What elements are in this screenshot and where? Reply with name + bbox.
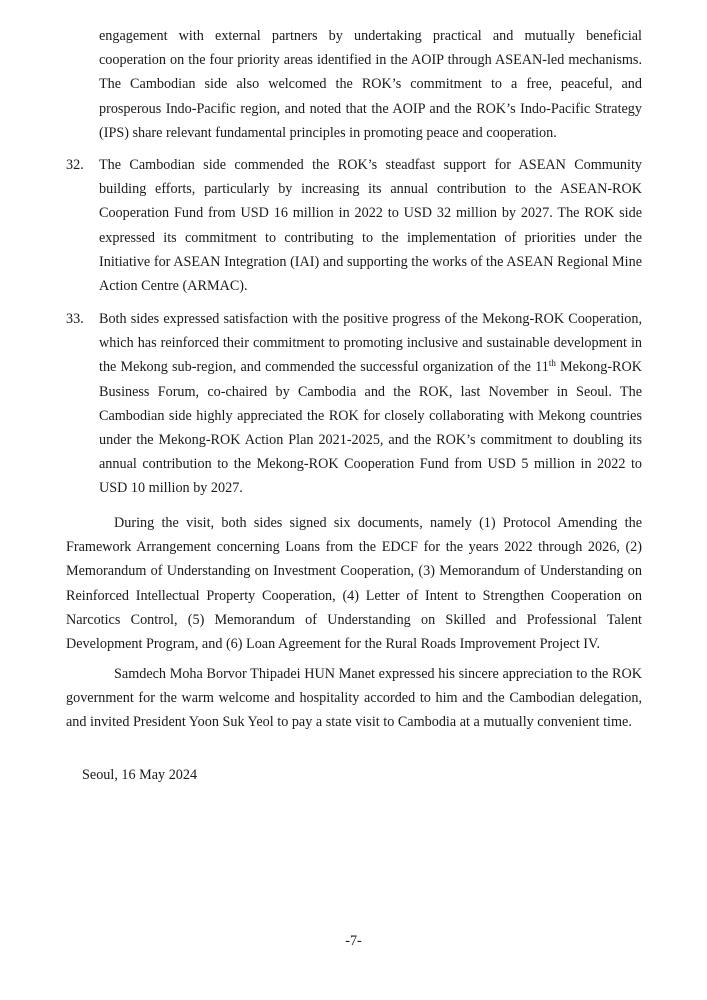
item-number-32: 32. [66,157,84,173]
item-number-33: 33. [66,311,84,327]
closing-paragraph: Samdech Moha Borvor Thipadei HUN Manet expressed his sincere appreciation to the ROK government for the warm welcome and hospitality accorded to him and the Cambodian delegation, and invited President Yoon Suk Yeol to pay a state visit to Cambodia at a mutually convenient time. [66,666,642,731]
paragraph-33-text-after: Mekong-ROK Business Forum, co-chaired by Cambodia and the ROK, last November in Seoul. The Cambodian side highly appreciated the ROK for closely collaborating with Mekong countries under the Mekong-ROK Action Plan 2021-2025, and the ROK’s commitment to doubling its annual contribution to the Mekong-ROK Cooperation Fund from USD 5 million in 2022 to USD 10 million by 2027. [99,359,642,497]
ordinal-superscript: th [548,358,556,369]
page-number: -7- [345,933,362,949]
paragraph-31-continuation: engagement with external partners by undertaking practical and mutually beneficial cooperation on the four priority areas identified in the AOIP through ASEAN-led mechanisms. The Cambodian side also welcomed the ROK’s commitment to a free, peaceful, and prosperous Indo-Pacific region, and noted that the AOIP and the ROK’s Indo-Pacific Strategy (IPS) share relevant fundamental principles in promoting peace and cooperation. [99,28,642,141]
paragraph-33-text-before: Both sides expressed satisfaction with the positive progress of the Mekong-ROK Cooperation, which has reinforced their commitment to promoting inclusive and sustainable development in the Mekong sub-region, and commended the successful organization of the 11 [99,311,642,376]
signed-documents-paragraph: During the visit, both sides signed six documents, namely (1) Protocol Amending the Framework Arrangement concerning Loans from the EDCF for the years 2022 through 2026, (2) Memorandum of Understanding on Investment Cooperation, (3) Memorandum of Understanding on Reinforced Intellectual Property Cooperation, (4) Letter of Intent to Strengthen Cooperation on Narcotics Control, (5) Memorandum of Understanding on Skilled and Professional Talent Development Program, and (6) Loan Agreement for the Rural Roads Improvement Project IV. [66,515,642,653]
dateline: Seoul, 16 May 2024 [82,767,198,783]
paragraph-32: The Cambodian side commended the ROK’s steadfast support for ASEAN Community building efforts, particularly by increasing its annual contribution to the ASEAN-ROK Cooperation Fund from USD 16 million in 2022 to USD 32 million by 2027. The ROK side expressed its commitment to contributing to the implementation of priorities under the Initiative for ASEAN Integration (IAI) and supporting the works of the ASEAN Regional Mine Action Centre (ARMAC). [99,157,642,295]
paragraph-33 [99,307,642,501]
